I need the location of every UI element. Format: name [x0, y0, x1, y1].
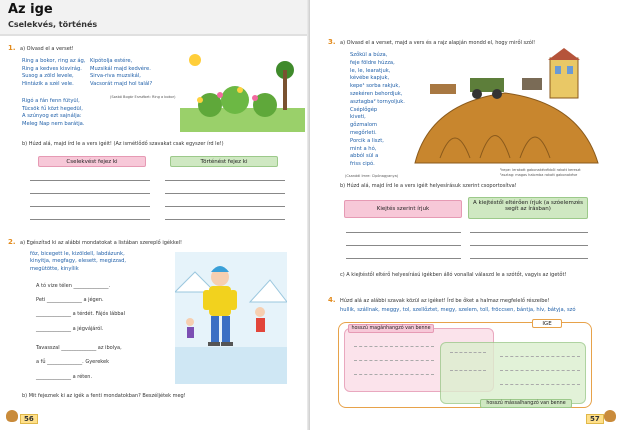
task-2b-instruction: b) Mit fejeznek ki az igék a fenti mondatokban? Beszéljétek meg!	[22, 393, 186, 399]
write-line[interactable]	[165, 180, 285, 181]
write-line[interactable]	[470, 232, 588, 233]
wheat-poem: Szőkül a búza, feje földre húzza, le, le, learatjuk, kévébe kapjuk, kepe¹ sorba rakjuk, szekéren behordjuk, asztagba² tornyoljuk. Cséplőgép kiveti, gőzmalom megőrleti. Porcik a liszt, mint a hó, abból sül a friss cipó.	[350, 52, 405, 168]
task-3a-instruction: a) Olvasd el a verset, majd a vers és a rajz alapján mondd el, hogy miről szól!	[340, 40, 536, 46]
task-1a-instruction: a) Olvasd el a verset!	[20, 46, 74, 52]
write-line[interactable]	[450, 370, 486, 371]
write-line[interactable]	[500, 356, 580, 357]
box-happening: Történést fejez ki	[170, 156, 278, 167]
write-line[interactable]	[30, 180, 150, 181]
gap-sentence-2[interactable]: Peti ______________ a jégen.	[36, 297, 104, 303]
task-1-number: 1.	[8, 44, 16, 52]
footnote: ¹kepe: lerakott gabonakévékből rakott kereszt ²asztag: magas halomba rakott gabonakéve	[500, 168, 581, 177]
poem-stanza-2: Kipótolja estére, Muzsikál majd kedvére. Sirva-riva muzsikál, Vacsorát majd hol talál?	[90, 58, 153, 87]
poem-stanza-1: Ring a bokor, ring az ág, Ring a kedves kisvirág. Susog a zöld levele, Hintázik a szél vele.	[22, 58, 86, 87]
task-3b-instruction: b) Húzd alá, majd írd le a vers igéit helyesírásuk szerint csoportosítva!	[340, 183, 517, 189]
write-line[interactable]	[346, 232, 461, 233]
harvest-bread-illustration	[410, 48, 600, 168]
box-spelling-differs: A kiejtéstől eltérően írjuk (a szóelemzés segít az írásban)	[468, 197, 588, 219]
write-line[interactable]	[354, 360, 434, 361]
write-line[interactable]	[30, 219, 150, 220]
write-line[interactable]	[30, 206, 150, 207]
write-line[interactable]	[470, 245, 588, 246]
long-vowel-label: hosszú magánhangzó van benne	[348, 324, 434, 333]
gap-sentence-5[interactable]: Tavasszal ______________ az ibolya,	[36, 345, 122, 351]
owl-icon	[6, 410, 18, 422]
verb-word-list: fõz, bicegett le, kizöldell, labdázunk, kinyitja, megfagy, elesett, megizzad, megütötte, kinyílik	[30, 251, 127, 272]
task-4-word-list: hullik, szállnak, meggy, tol, szellőztet, megy, szelem, toll, fröccsen, bántja, hív, bátyja, szó	[340, 307, 576, 313]
long-consonant-label: hosszú mássalhangzó van benne	[480, 399, 572, 408]
ice-skating-illustration	[175, 252, 287, 384]
write-line[interactable]	[470, 258, 588, 259]
page-title: Az ige	[8, 2, 53, 17]
owl-icon	[604, 410, 616, 422]
write-line[interactable]	[450, 352, 486, 353]
write-line[interactable]	[30, 193, 150, 194]
write-line[interactable]	[346, 258, 461, 259]
write-line[interactable]	[165, 219, 285, 220]
task-2-number: 2.	[8, 238, 16, 246]
ige-set-label: IGE	[532, 319, 562, 328]
box-action: Cselekvést fejez ki	[38, 156, 146, 167]
write-line[interactable]	[165, 206, 285, 207]
task-4-number: 4.	[328, 296, 336, 304]
task-1b-instruction: b) Húzd alá, majd írd le a vers igéit! (Az ismétlődő szavakat csak egyszer írd le!)	[22, 141, 224, 147]
task-3-number: 3.	[328, 38, 336, 46]
write-line[interactable]	[165, 193, 285, 194]
gap-sentence-7[interactable]: ______________ a réten.	[36, 374, 93, 380]
page-number: 57	[586, 414, 604, 424]
poem-credit: (Csanádi Imre: Cipónagyanya)	[345, 174, 399, 178]
write-line[interactable]	[354, 374, 434, 375]
task-3c-instruction: c) A kiejtéstől eltérő helyesírású igékben álló vonallal válaszd le a szótőt, vagyis az igetőt!	[340, 272, 567, 278]
page-subtitle: Cselekvés, történés	[8, 20, 98, 29]
task-2a-instruction: a) Egészítsd ki az alábbi mondatokat a listában szereplő igékkel!	[20, 240, 183, 246]
page-number: 56	[20, 414, 38, 424]
write-line[interactable]	[500, 384, 580, 385]
gap-sentence-4[interactable]: ______________ a jégvájáról.	[36, 326, 104, 332]
write-line[interactable]	[346, 245, 461, 246]
write-line[interactable]	[500, 370, 580, 371]
poem-stanza-3: Rigó a fán fenn fütyül, Tücsök fű közt hegedül, A szúnyog ezt sajnálja: Meleg Nap nem barátja.	[22, 98, 85, 127]
write-line[interactable]	[354, 346, 434, 347]
gap-sentence-1[interactable]: A tó vize télen ______________.	[36, 283, 111, 289]
gap-sentence-3[interactable]: ______________ a térdét. Fájós lábbal	[36, 311, 126, 317]
right-page	[310, 0, 619, 430]
task-4-instruction: Húzd alá az alábbi szavak közül az igéket! Írd be őket a halmaz megfelelő részeibe!	[340, 298, 550, 304]
poem-credit: (Szabó Bogár Erzsébet: Ring a bokor)	[110, 95, 176, 99]
flower-bush-illustration	[180, 50, 305, 132]
gap-sentence-6[interactable]: a fű ______________. Gyerekek	[36, 359, 109, 365]
box-pronunciation: Kiejtés szerint írjuk	[344, 200, 462, 218]
